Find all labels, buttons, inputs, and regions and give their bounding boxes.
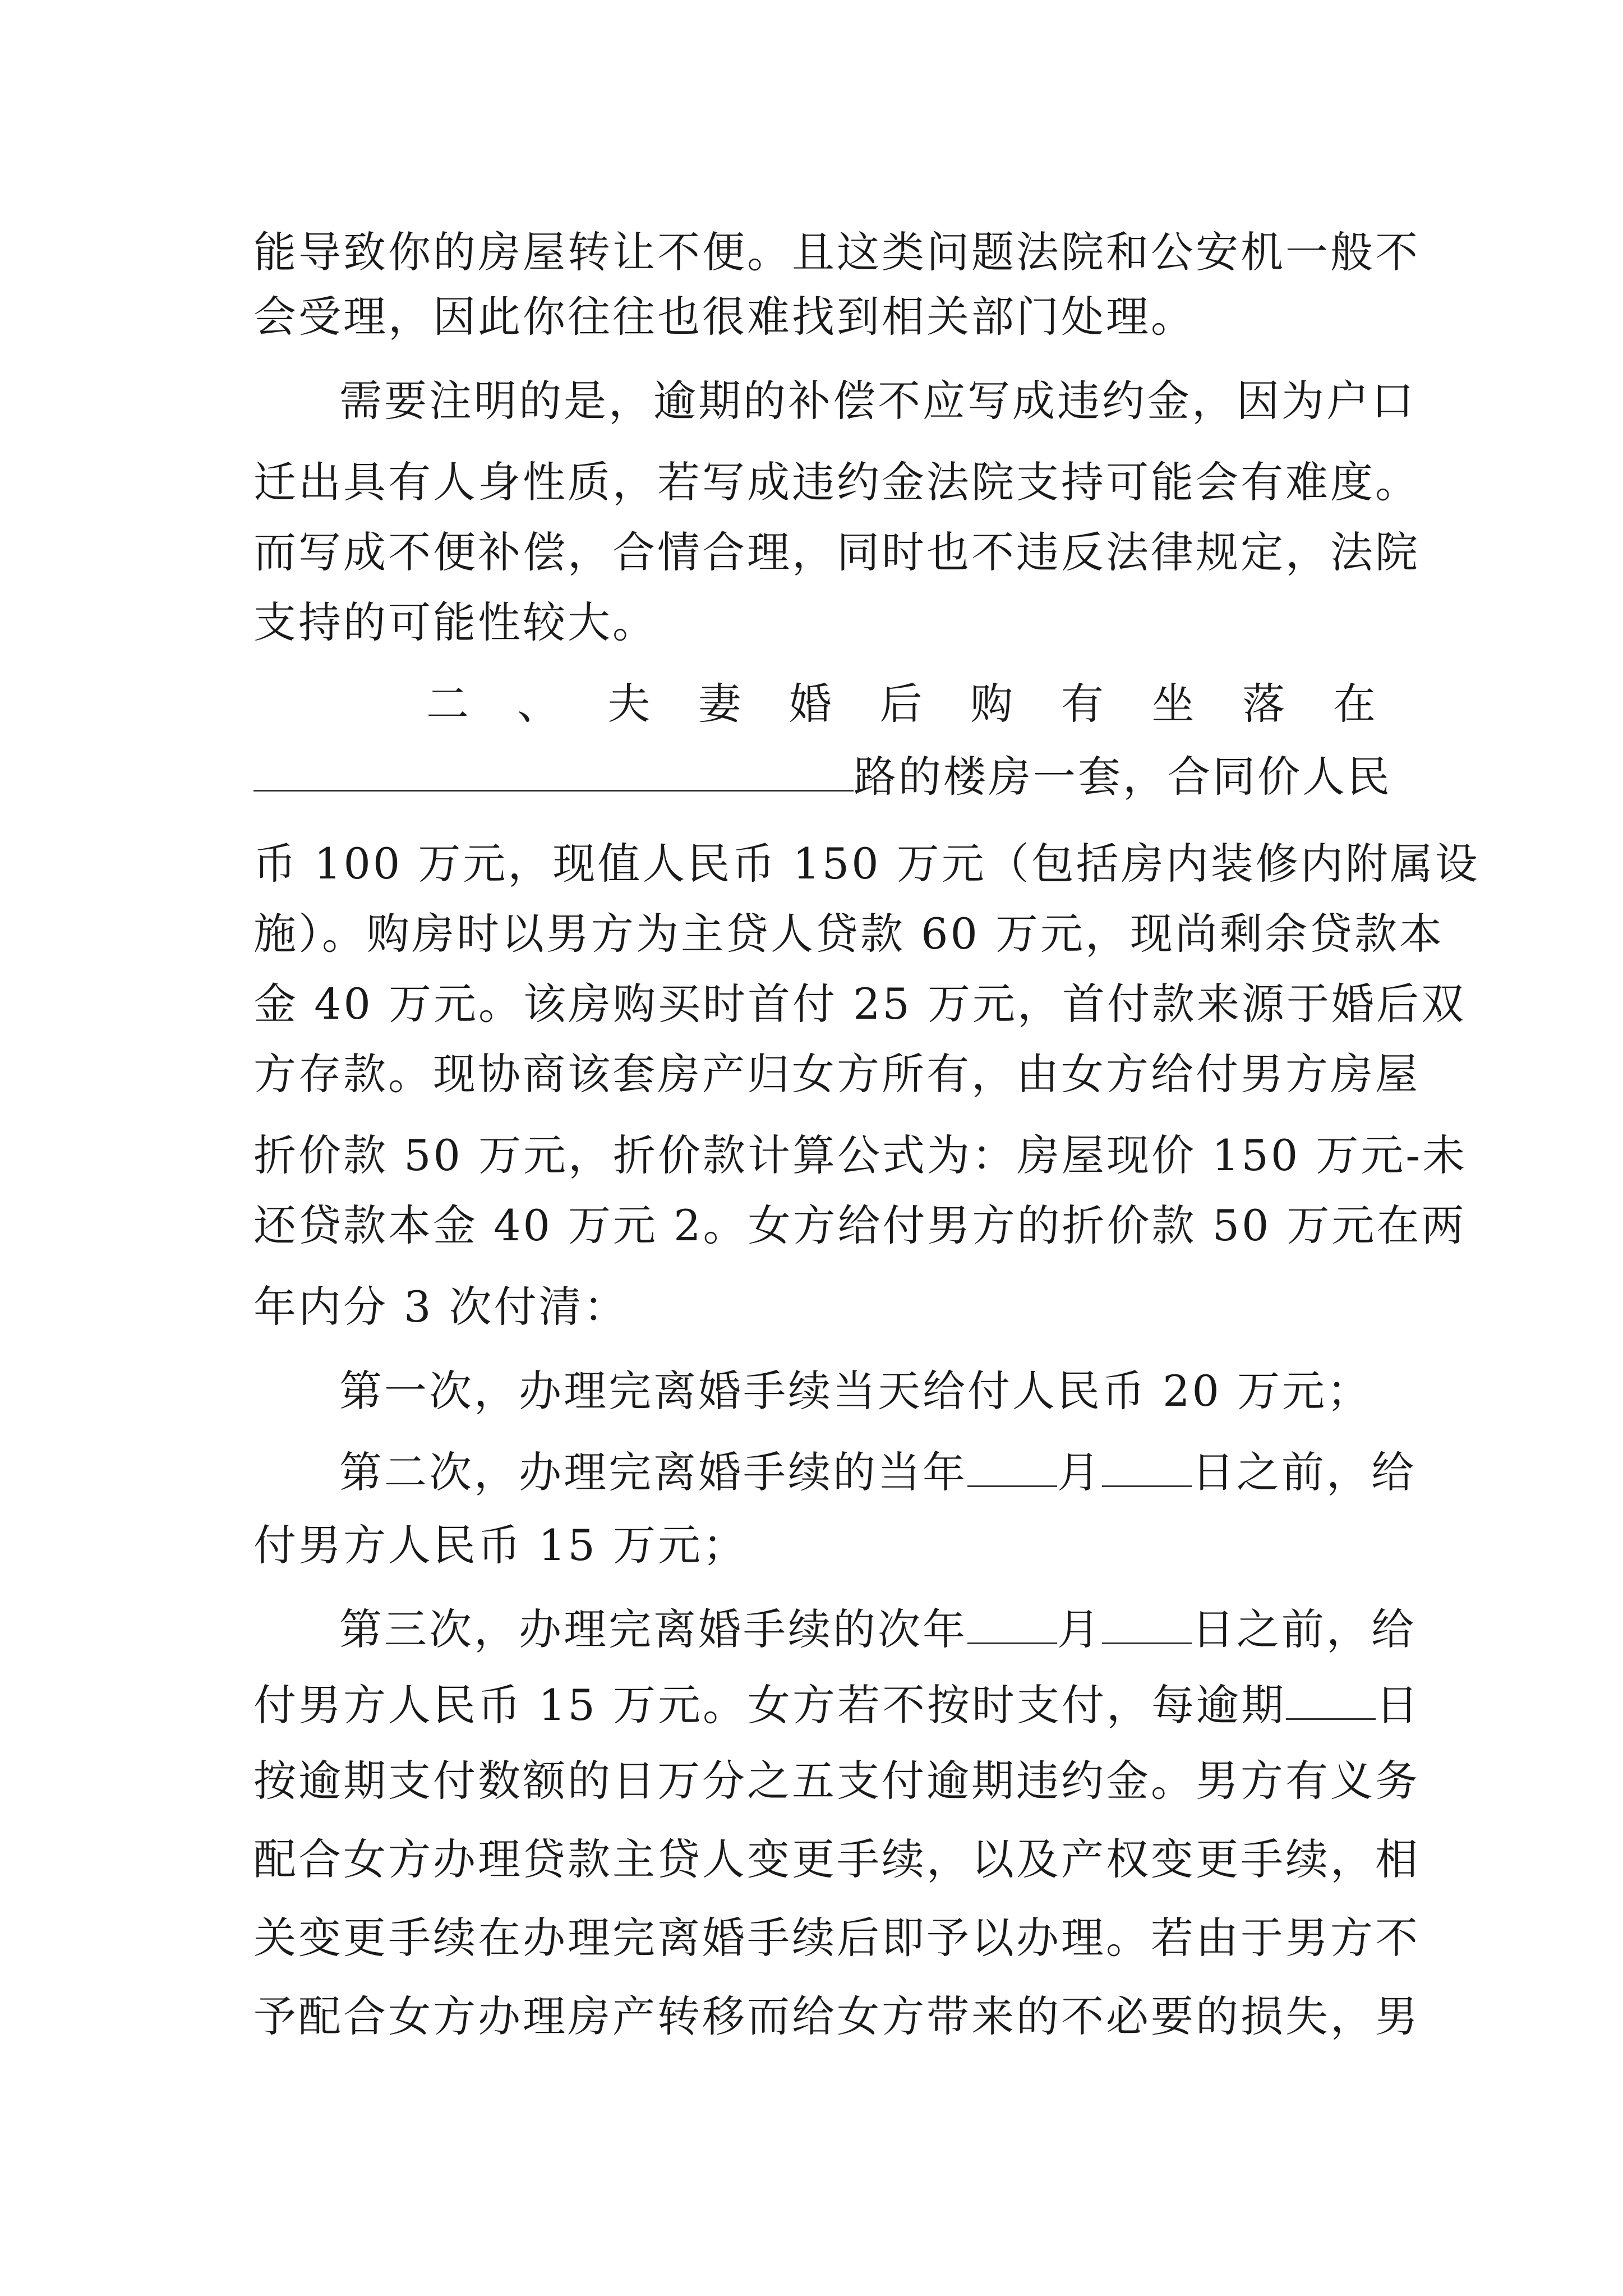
- paragraph-line: 金 40 万元。该房购买时首付 25 万元，首付款来源于婚后双: [253, 979, 1467, 1029]
- heading-char: 夫: [607, 679, 653, 729]
- overdue-line: [253, 1663, 1421, 1747]
- paragraph-line: 会受理，因此你往往也很难找到相关部门处理。: [253, 292, 1196, 342]
- overdue-day-suffix: 日: [1376, 1680, 1421, 1730]
- paragraph-line: 关变更手续在办理完离婚手续后即予以办理。若由于男方不: [253, 1913, 1420, 1963]
- paragraph-line: 需要注明的是，逾期的补偿不应写成违约金，因为户口: [339, 376, 1416, 426]
- month-blank: [967, 1441, 1057, 1487]
- paragraph-line: 迁出具有人身性质，若写成违约金法院支持可能会有难度。: [253, 457, 1420, 507]
- overdue-days-blank: [1286, 1673, 1376, 1720]
- paragraph-line: 年内分 3 次付清：: [253, 1282, 629, 1332]
- day-blank: [1102, 1441, 1192, 1487]
- payment-third-line: [339, 1588, 1416, 1672]
- paragraph-line: 配合女方办理贷款主贷人变更手续，以及产权变更手续，相: [253, 1834, 1420, 1884]
- paragraph-line: 方存款。现协商该套房产归女方所有，由女方给付男方房屋: [253, 1049, 1420, 1099]
- address-blank: [253, 745, 854, 792]
- heading-char: 后: [879, 679, 925, 729]
- heading-char: 坐: [1151, 679, 1197, 729]
- heading-char: 婚: [789, 679, 834, 729]
- heading-char: 妻: [698, 679, 744, 729]
- heading-char: 购: [970, 679, 1016, 729]
- paragraph-line: 予配合女方办理房产转移而给女方带来的不必要的损失，男: [253, 1991, 1420, 2041]
- paragraph-line: 付男方人民币 15 万元；: [253, 1520, 748, 1570]
- month-label: 月: [1057, 1604, 1102, 1654]
- heading-char: 在: [1332, 679, 1378, 729]
- heading-char: 、: [517, 679, 562, 729]
- paragraph-line: 支持的可能性较大。: [253, 597, 657, 647]
- day-blank: [1102, 1598, 1192, 1644]
- overdue-text: 付男方人民币 15 万元。女方若不按时支付，每逾期: [253, 1680, 1287, 1730]
- paragraph-line: 路的楼房一套，合同价人民: [854, 752, 1392, 802]
- month-label: 月: [1057, 1447, 1102, 1497]
- payment-third-text: 第三次，办理完离婚手续的次年: [339, 1604, 967, 1654]
- paragraph-line: 而写成不便补偿，合情合理，同时也不违反法律规定，法院: [253, 527, 1420, 577]
- payment-second-line: [339, 1430, 1416, 1515]
- month-blank: [967, 1598, 1057, 1644]
- paragraph-line: 能导致你的房屋转让不便。且这类问题法院和公安机一般不: [253, 227, 1420, 277]
- paragraph-line: 施）。购房时以男方为主贷人贷款 60 万元，现尚剩余贷款本: [253, 909, 1445, 959]
- address-line: [253, 735, 1392, 819]
- paragraph-line: 还贷款本金 40 万元 2。女方给付男方的折价款 50 万元在两: [253, 1200, 1467, 1250]
- heading-char: 二: [426, 679, 471, 729]
- heading-char: 落: [1242, 679, 1288, 729]
- payment-second-text: 第二次，办理完离婚手续的当年: [339, 1447, 967, 1497]
- heading-char: 有: [1061, 679, 1106, 729]
- paragraph-line: 第一次，办理完离婚手续当天给付人民币 20 万元；: [339, 1366, 1372, 1416]
- section-heading: [426, 662, 1378, 746]
- day-label: 日之前，给: [1192, 1604, 1416, 1654]
- paragraph-line: 币 100 万元，现值人民币 150 万元（包括房内装修内附属设: [253, 839, 1480, 889]
- paragraph-line: 折价款 50 万元，折价款计算公式为：房屋现价 150 万元-未: [253, 1130, 1468, 1180]
- paragraph-line: 按逾期支付数额的日万分之五支付逾期违约金。男方有义务: [253, 1756, 1420, 1806]
- day-label: 日之前，给: [1192, 1447, 1416, 1497]
